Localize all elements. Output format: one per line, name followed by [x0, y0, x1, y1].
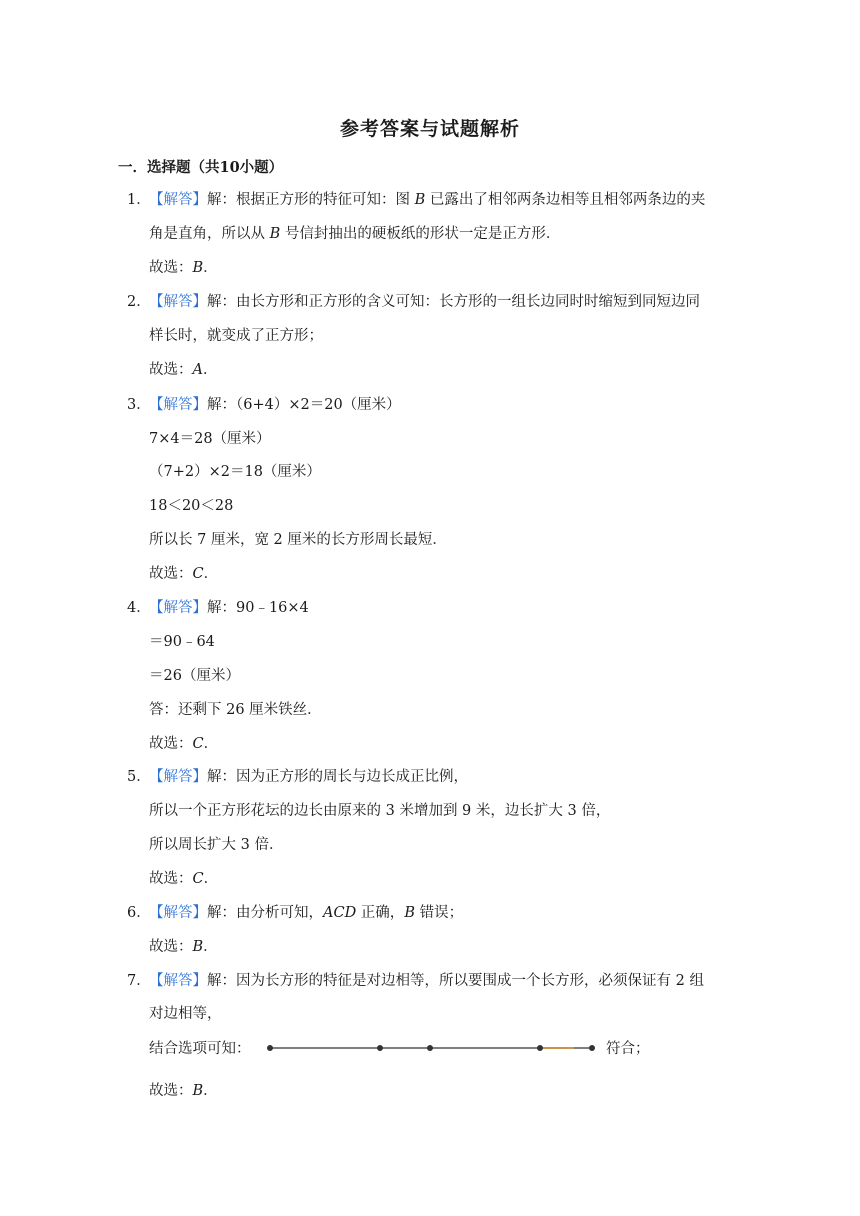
answer-1-line-1: 【解答】解：根据正方形的特征可知：图 B 已露出了相邻两条边相等且相邻两条边的夹 [149, 192, 706, 208]
answer-3-line-1: 【解答】解：（6+4）×2＝20（厘米） [149, 397, 401, 413]
segment-point [537, 1045, 543, 1051]
answer-4-choice: 故选：C． [149, 736, 219, 752]
answer-7-line-3-label: 结合选项可知： [149, 1041, 251, 1057]
answer-5-choice: 故选：C． [149, 871, 219, 887]
answer-4-line-1: 【解答】解：90﹣16×4 [149, 600, 309, 616]
answer-5-line-1: 【解答】解：因为正方形的周长与边长成正比例， [149, 769, 468, 785]
answer-5-line-3: 所以周长扩大 3 倍． [149, 837, 284, 853]
answer-1-choice: 故选：B． [149, 260, 218, 276]
answer-2-line-2: 样长时，就变成了正方形； [149, 328, 323, 344]
segment-point [267, 1045, 273, 1051]
answer-tag: 【解答】 [149, 600, 207, 616]
answer-tag: 【解答】 [149, 397, 207, 413]
question-number-7: 7． [127, 973, 151, 989]
answer-4-line-3: ＝26（厘米） [149, 668, 240, 684]
answer-6-choice: 故选：B． [149, 939, 218, 955]
answer-7-choice: 故选：B． [149, 1083, 218, 1099]
answer-3-line-5: 所以长 7 厘米，宽 2 厘米的长方形周长最短． [149, 532, 447, 548]
answer-3-line-4: 18＜20＜28 [149, 498, 234, 514]
question-number-5: 5． [127, 769, 151, 785]
answer-2-line-1: 【解答】解：由长方形和正方形的含义可知：长方形的一组长边同时时缩短到同短边同 [149, 294, 700, 310]
segment-point [377, 1045, 383, 1051]
segment-point [427, 1045, 433, 1051]
answer-tag: 【解答】 [149, 973, 207, 989]
section-heading: 一．选择题（共10小题） [118, 159, 284, 176]
answer-7-line-1: 【解答】解：因为长方形的特征是对边相等，所以要围成一个长方形，必须保证有 2 组 [149, 973, 704, 989]
answer-7-line-2: 对边相等， [149, 1006, 222, 1022]
question-number-2: 2． [127, 294, 151, 310]
answer-tag: 【解答】 [149, 769, 207, 785]
question-number-4: 4． [127, 600, 151, 616]
answer-1-line-2: 角是直角，所以从 B 号信封抽出的硬板纸的形状一定是正方形． [149, 226, 561, 242]
answer-3-choice: 故选：C． [149, 566, 219, 582]
answer-2-choice: 故选：A． [149, 362, 218, 378]
answer-4-line-2: ＝90﹣64 [149, 634, 215, 650]
answer-tag: 【解答】 [149, 192, 207, 208]
question-number-6: 6． [127, 905, 151, 921]
answer-7-line-3-result: 符合； [606, 1041, 650, 1057]
segment-point [589, 1045, 595, 1051]
answer-tag: 【解答】 [149, 905, 207, 921]
answer-3-line-3: （7+2）×2＝18（厘米） [149, 464, 321, 480]
answer-5-line-2: 所以一个正方形花坛的边长由原来的 3 米增加到 9 米，边长扩大 3 倍， [149, 803, 611, 819]
answer-4-line-4: 答：还剩下 26 厘米铁丝． [149, 702, 322, 718]
segment-figure [262, 1039, 602, 1057]
answer-tag: 【解答】 [149, 294, 207, 310]
answer-6-line-1: 【解答】解：由分析可知，ACD 正确，B 错误； [149, 905, 464, 921]
answer-3-line-2: 7×4＝28（厘米） [149, 431, 271, 447]
question-number-3: 3． [127, 397, 151, 413]
question-number-1: 1． [127, 192, 151, 208]
page-title: 参考答案与试题解析 [339, 118, 520, 140]
